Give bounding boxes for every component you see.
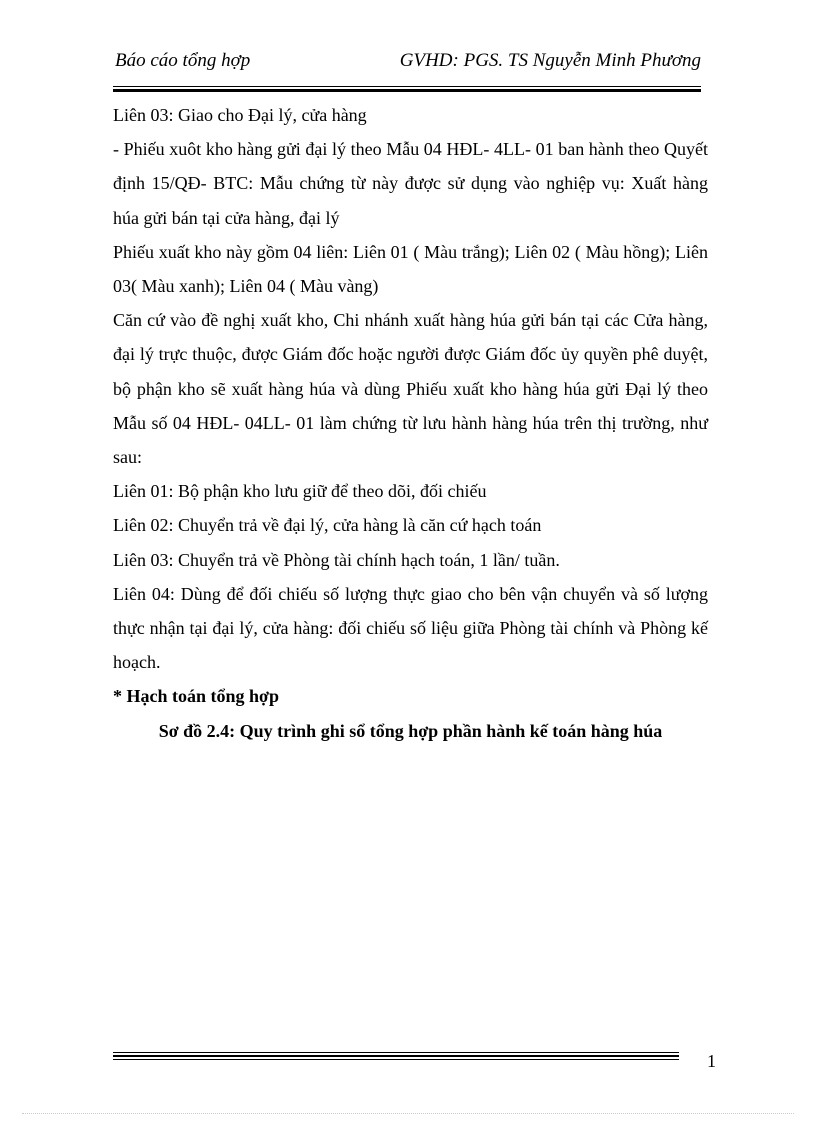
footer-rule-thin	[113, 1052, 679, 1053]
document-body	[113, 98, 708, 748]
paragraph-phieu-xuat-kho: - Phiếu xuôt kho hàng gửi đại lý theo Mẫu 04 HĐL- 4LL- 01 ban hành theo Quyết định 15/QĐ- BTC: Mẫu chứng từ này được sử dụng vào nghiệp vụ: Xuất hàng húa gửi bán tại cửa hàng, đại lý	[113, 139, 708, 228]
footer-rule-thick	[113, 1055, 679, 1057]
paragraph-lien-03-giao: Liên 03: Giao cho Đại lý, cửa hàng	[113, 105, 367, 125]
paragraph-lien-03: Liên 03: Chuyển trả về Phòng tài chính hạch toán, 1 lần/ tuần.	[113, 549, 560, 570]
page-bottom-dotted-line	[22, 1113, 794, 1114]
diagram-caption: Sơ đồ 2.4: Quy trình ghi sổ tổng hợp phần hành kế toán hàng húa	[158, 720, 663, 741]
header-report-title: Báo cáo tổng hợp	[115, 50, 251, 71]
header-supervisor: GVHD: PGS. TS Nguyễn Minh Phương	[399, 50, 701, 71]
header-rule-thick	[113, 89, 701, 92]
paragraph-lien-02: Liên 02: Chuyển trả về đại lý, cửa hàng là căn cứ hạch toán	[113, 515, 542, 536]
paragraph-lien-04: Liên 04: Dùng để đối chiếu số lượng thực giao cho bên vận chuyển và số lượng thực nhận tại đại lý, cửa hàng: đối chiếu số liệu giữa Phòng tài chính và Phòng kế hoạch.	[113, 583, 708, 673]
paragraph-lien-01: Liên 01: Bộ phận kho lưu giữ để theo dõi, đối chiếu	[113, 481, 487, 502]
paragraph-can-cu: Căn cứ vào đề nghị xuất kho, Chi nhánh xuất hàng húa gửi bán tại các Cửa hàng, đại lý trực thuộc, được Giám đốc hoặc người được Giám đốc ủy quyền phê duyệt, bộ phận kho sẽ xuất hàng húa và dùng Phiếu xuất kho hàng húa gửi Đại lý theo Mẫu số 04 HĐL- 04LL- 01 làm chứng từ lưu hành hàng húa trên thị trường, như sau:	[113, 310, 708, 468]
page-number: 1	[707, 1051, 716, 1071]
header-rule-thin	[113, 86, 701, 87]
section-heading: * Hạch toán tổng hợp	[113, 686, 279, 707]
page-header	[113, 50, 701, 76]
footer-rule-thin-bottom	[113, 1059, 679, 1060]
paragraph-gom-04-lien: Phiếu xuất kho này gồm 04 liên: Liên 01 ( Màu trắng); Liên 02 ( Màu hồng); Liên 03( Màu xanh); Liên 04 ( Màu vàng)	[113, 241, 708, 297]
